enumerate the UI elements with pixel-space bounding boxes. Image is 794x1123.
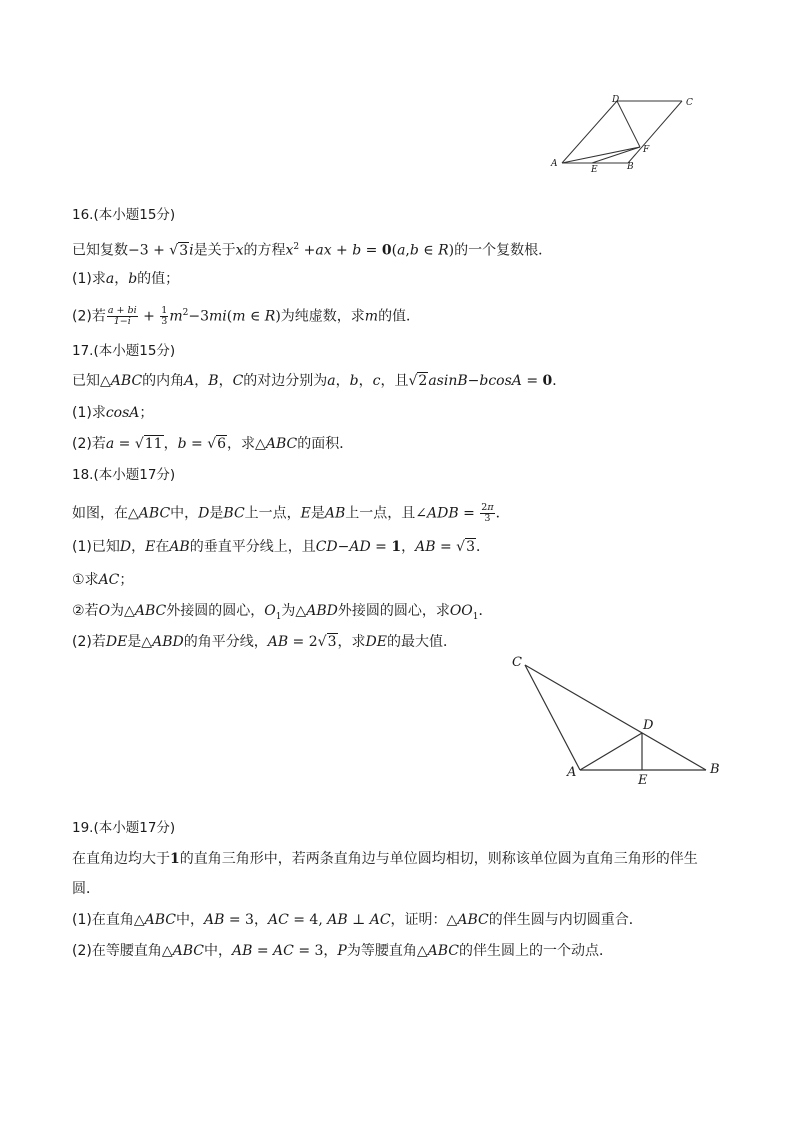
question-19-part-2: (2)在等腰直角△ABC中，AB = AC = 3，P为等腰直角△ABC的伴生圆上的一个动点． [72, 943, 613, 959]
figure-edge-df [617, 101, 640, 147]
question-17-stem: 已知△ABC的内角A，B，C的对边分别为a，b，c，且√2asinB−bcosA = 0． [72, 373, 567, 389]
question-17-part-1: (1)求cosA； [72, 405, 154, 421]
figure-label-e: E [591, 165, 598, 175]
question-18-part-1: (1)已知D，E在AB的垂直平分线上，且CD−AD = 1，AB = √3． [72, 539, 491, 555]
figure-edge-ad [562, 101, 617, 163]
figure-edge-ca [525, 665, 580, 770]
figure-label-a: A [551, 159, 558, 169]
question-19-stem-line-2: 圆． [72, 881, 100, 897]
figure-edge-cb [525, 665, 706, 770]
figure-label-f: F [643, 145, 650, 155]
figure-label-b: B [710, 762, 720, 777]
question-19-stem-line-1: 在直角边均大于1的直角三角形中，若两条直角边与单位圆均相切，则称该单位圆为直角三角形的伴生 [72, 851, 698, 867]
figure-edge-af [562, 147, 640, 163]
question-16-stem: 已知复数−3 + √3i是关于x的方程$x^2 +ax + b = 0(a,b$ ∈ R)的一个复数根． [72, 242, 553, 259]
figure-edge-ef [592, 147, 640, 163]
figure-edge-bc [628, 101, 682, 163]
question-16-part-1: (1)求a，b的值； [72, 271, 180, 287]
question-18-heading: 18.(本小题17分) [72, 467, 176, 483]
question-16-heading: 16.(本小题15分) [72, 207, 176, 223]
question-18-part-1b: ②若O为△ABC外接圆的圆心，$O_1$为△ABD外接圆的圆心，求$OO_1$． [72, 603, 493, 622]
figure-label-d: D [612, 95, 620, 105]
figure-label-c: C [512, 655, 522, 670]
question-19-part-1: (1)在直角△ABC中，AB = 3，AC = 4, AB ⊥ AC，证明：△ABC的伴生圆与内切圆重合． [72, 912, 643, 928]
question-16-part-2: (2)若 $\frac{a + bi}{1-i}$ + $\frac{1}{3}$ $m^2-3mi(m$ ∈ R)为纯虚数，求m的值． [72, 305, 421, 328]
figure-label-a: A [567, 765, 577, 780]
figure-label-b: B [627, 162, 634, 172]
question-17-heading: 17.(本小题15分) [72, 343, 176, 359]
question-18-part-1a: ①求AC； [72, 572, 134, 588]
figure-edge-ad [580, 733, 642, 770]
figure-label-d: D [643, 718, 654, 733]
question-18-stem: 如图，在△ABC中，D是BC上一点，E是AB上一点，且∠ADB = $\frac{2\pi}{3}$ ． [72, 502, 510, 524]
question-19-heading: 19.(本小题17分) [72, 820, 176, 836]
figure-label-c: C [686, 98, 693, 108]
question-17-part-2: (2)若a = √11，b = √6，求△ABC的面积． [72, 436, 354, 452]
question-18-part-2: (2)若DE是△ABD的角平分线，AB = 2√3，求DE的最大值． [72, 634, 457, 650]
figure-label-e: E [638, 773, 648, 788]
